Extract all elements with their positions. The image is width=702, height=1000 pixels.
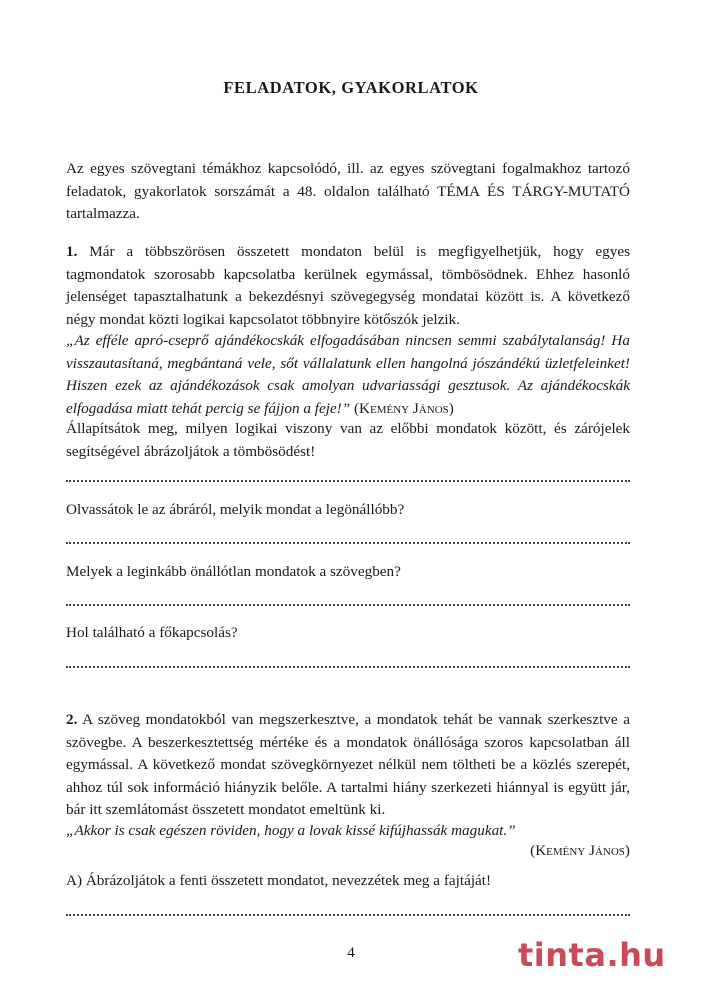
task-2-paragraph [66, 709, 630, 822]
page-number: 4 [347, 945, 355, 961]
answer-line [66, 596, 630, 606]
intro-paragraph: Az egyes szövegtani témákhoz kapcsolódó, ill. az egyes szövegtani fogalmakhoz tartozó feladatok, gyakorlatok sorszámát a 48. oldalon található TÉMA ÉS TÁRGY-MUTATÓ tartalmazza. [66, 160, 630, 222]
task-1-question-3: Melyek a leginkább önállótlan mondatok a szövegben? [66, 563, 401, 580]
task-1-quote-block [66, 330, 630, 420]
task-2-author: (Kemény János) [530, 842, 630, 859]
task-1-text: Már a többszörösen összetett mondaton belül is megfigyelhetjük, hogy egyes tagmondatok szorosabb kapcsolatba kerülnek egymással, tömbösödnek. Ehhez hasonló jelenséget tapasztalhatunk a bekezdésnyi szövegegység mondatai között is. A következő négy mondat közti logikai kapcsolatot többnyire kötőszók jelzik. [66, 243, 630, 328]
task-1-question-4: Hol található a főkapcsolás? [66, 624, 238, 641]
answer-line [66, 472, 630, 482]
answer-line [66, 534, 630, 544]
task-1-paragraph [66, 241, 630, 331]
task-2-quote: „Akkor is csak egészen röviden, hogy a lovak kissé kifújhassák magukat.” [66, 822, 516, 839]
page-title: FELADATOK, GYAKORLATOK [223, 78, 479, 97]
answer-line [66, 906, 630, 916]
answer-line [66, 658, 630, 668]
task-2-author-line [66, 840, 630, 863]
task-2-text: A szöveg mondatokból van megszerkesztve, a mondatok tehát be vannak szerkesztve a szövegbe. A beszerkesztettség mértéke és a mondatok önállósága szoros kapcsolatban áll egymással. A következő mondat szövegkörnyezet nélkül nem töltheti be a közlés szerepét, ahhoz túl sok információ hiányzik belőle. A tartalmi hiány szerkezeti hiánnyal is együtt jár, bár itt szemlátomást összetett mondatot emeltünk ki. [66, 711, 630, 818]
task-1-question-1: Állapítsátok meg, milyen logikai viszony van az előbbi mondatok között, és zárójelek segítségével ábrázoljátok a tömbösödést! [66, 420, 630, 460]
task-2-question-a: A) Ábrázoljátok a fenti összetett mondatot, nevezzétek meg a fajtáját! [66, 872, 492, 889]
task-2-number: 2. [66, 711, 78, 728]
watermark-logo: tinta.hu [518, 936, 666, 974]
task-1-author: (Kemény János) [353, 399, 454, 417]
task-1-number: 1. [66, 243, 78, 260]
task-1-question-2: Olvassátok le az ábráról, melyik mondat a legönállóbb? [66, 501, 405, 518]
task-1-quote: „Az efféle apró-cseprő ajándékocskák elfogadásában nincsen semmi szabálytalanság! Ha visszautasítaná, megbántaná vele, sőt vállalatunk ellen hangolná jószándékú üzletfeleinket! Hiszen ezek az ajándékozások csak amolyan udvariassági gesztusok. Az ajándékocskák elfogadása miatt tehát percig se fájjon a feje!” [66, 332, 630, 417]
